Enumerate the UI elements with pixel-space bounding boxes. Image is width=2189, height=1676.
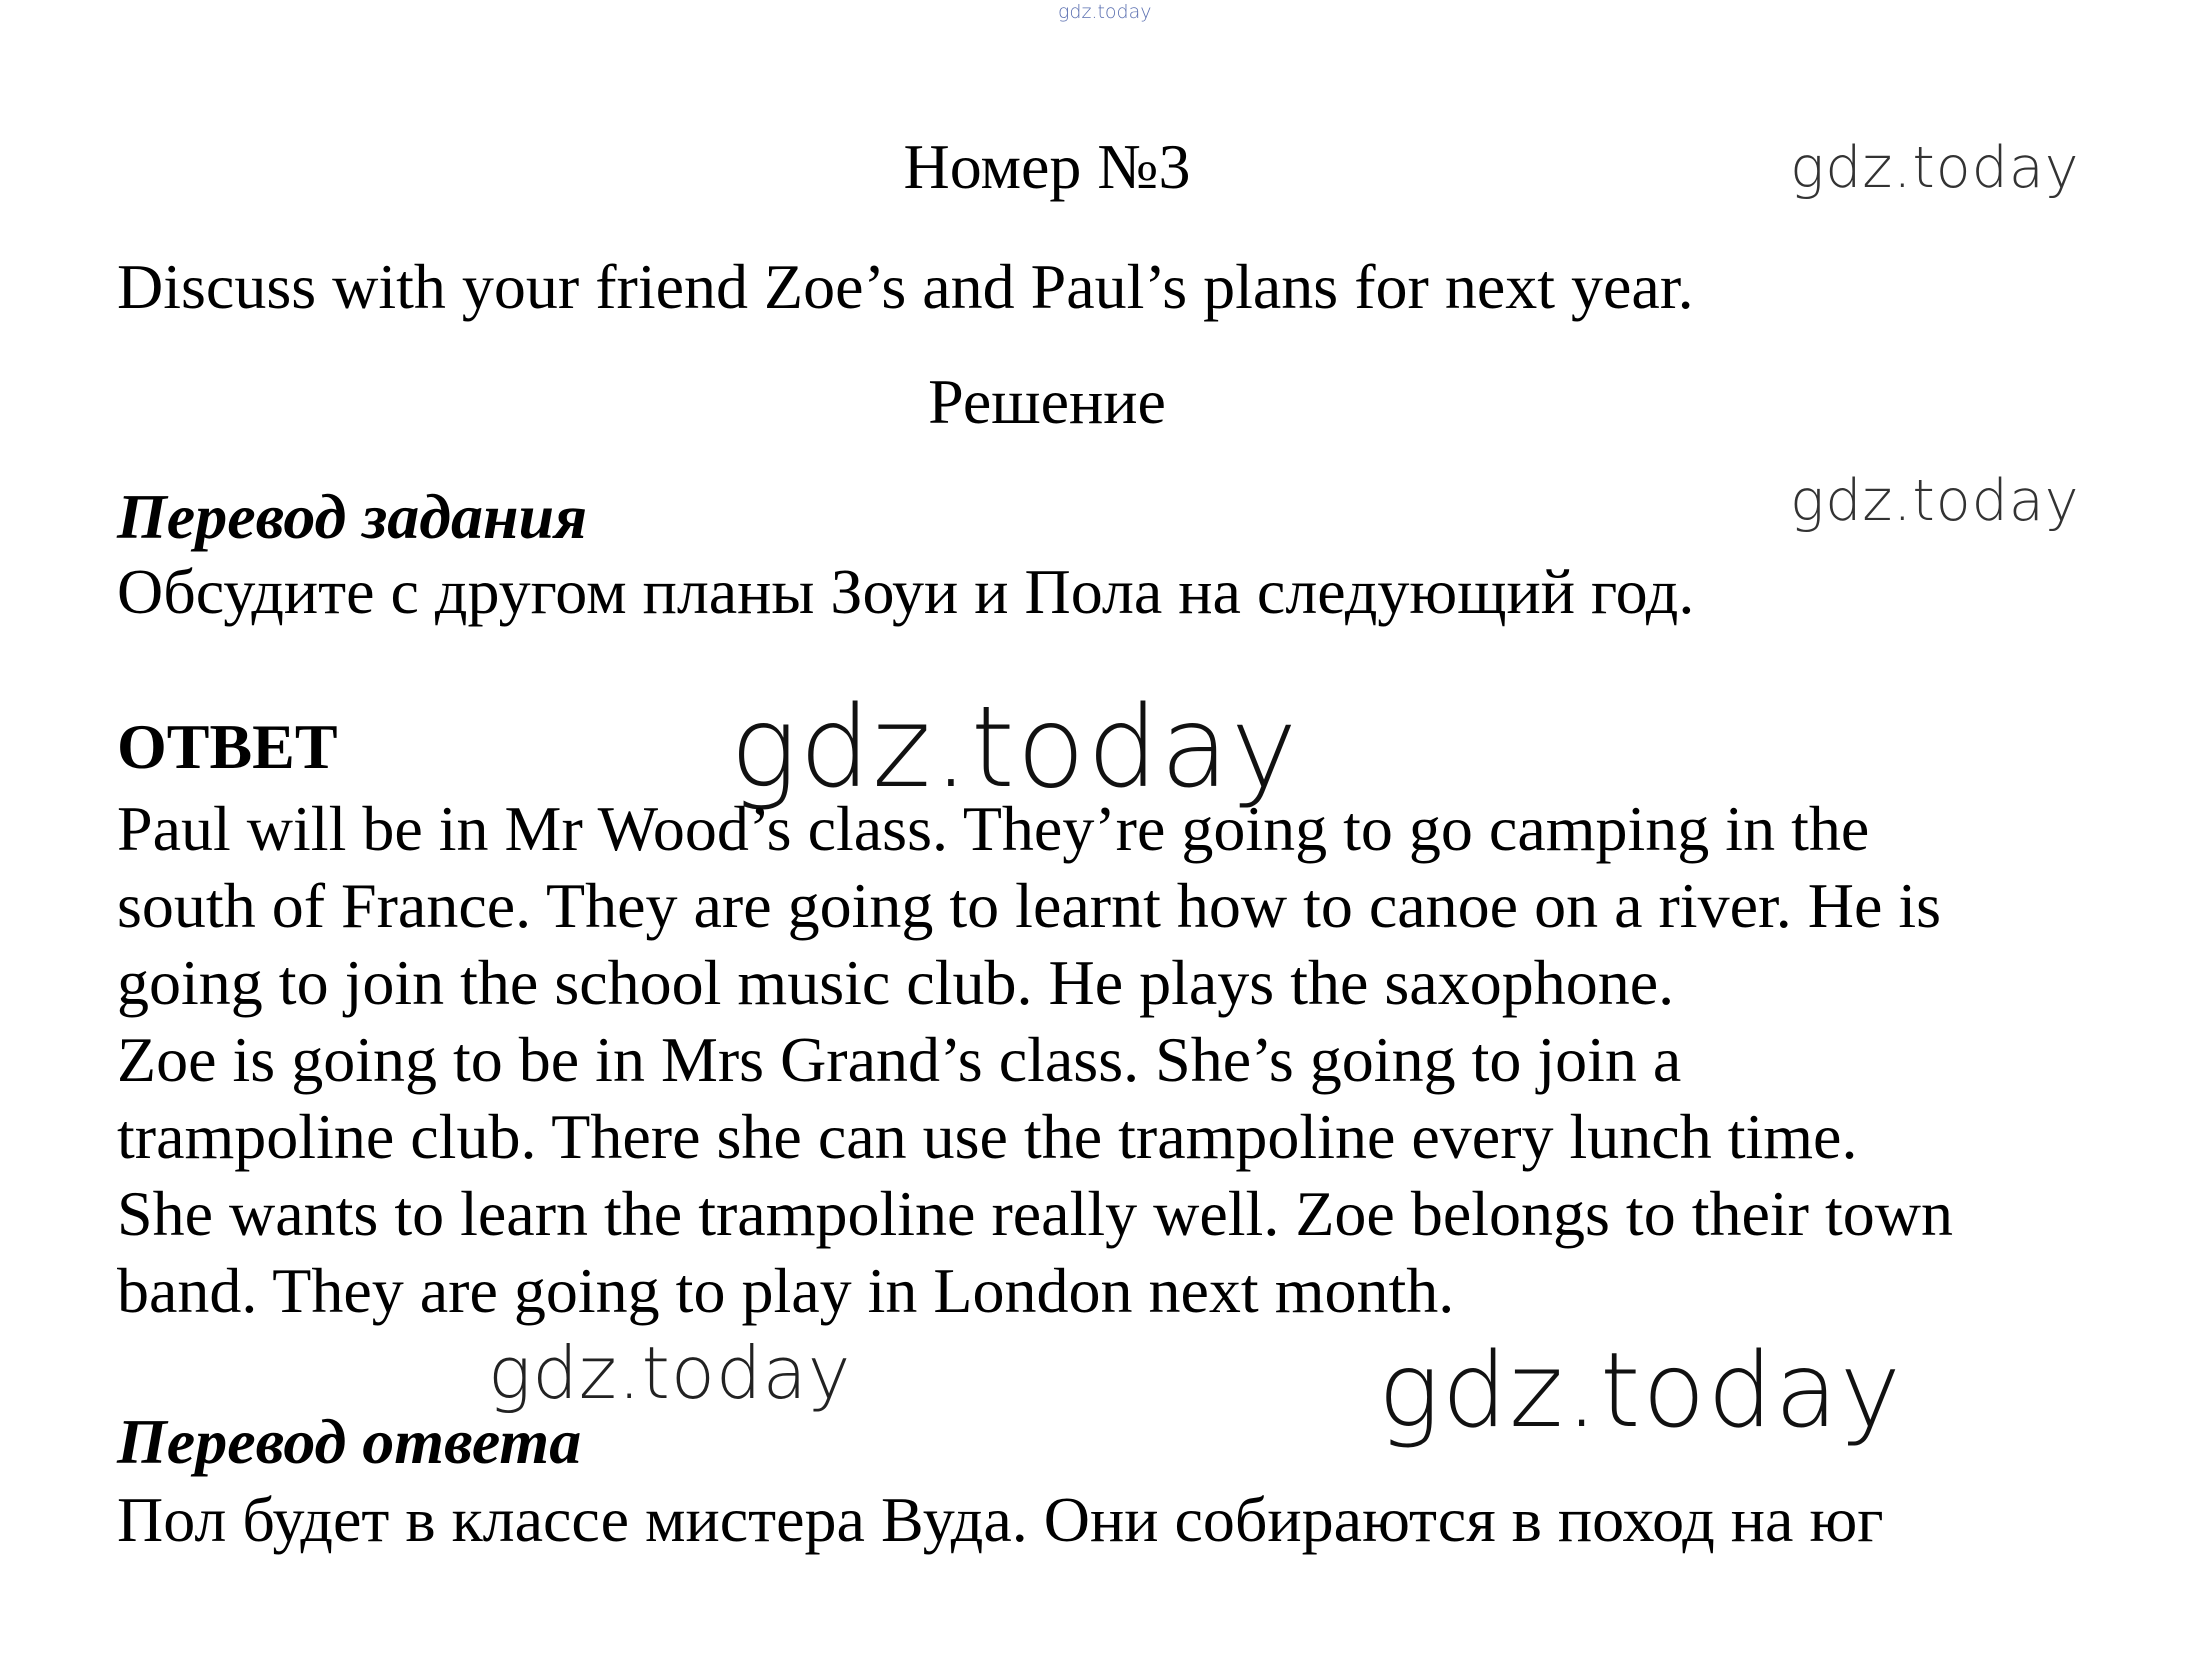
task-translation-text: Обсудите с другом планы Зоуи и Пола на следующий год. [117,556,1695,627]
answer-line: going to join the school music club. He plays the saxophone. [117,947,1675,1018]
watermark: gdz.today [1790,135,2080,201]
answer-line: south of France. They are going to learnt how to canoe on a river. He is [117,870,1942,941]
solution-label: Решение [928,366,1166,437]
watermark: gdz.today [1790,468,2080,534]
answer-text [117,790,1953,1329]
answer-line: Zoe is going to be in Mrs Grand’s class. She’s going to join a [117,1024,1682,1095]
answer-line: Paul will be in Mr Wood’s class. They’re going to go camping in the [117,793,1870,864]
answer-heading: ОТВЕТ [117,711,338,782]
watermark-large: gdz.today [730,683,1300,813]
task-translation-heading: Перевод задания [117,481,588,552]
answer-line: band. They are going to play in London next month. [117,1255,1455,1326]
answer-line: trampoline club. There she can use the trampoline every lunch time. [117,1101,1858,1172]
answer-translation-text: Пол будет в классе мистера Вуда. Они собираются в поход на юг [117,1484,1884,1555]
answer-line: She wants to learn the trampoline really well. Zoe belongs to their town [117,1178,1953,1249]
task-text: Discuss with your friend Zoe’s and Paul’s plans for next year. [117,251,1694,322]
page-title: Номер №3 [903,131,1191,202]
watermark-large: gdz.today [1378,1331,1903,1451]
watermark: gdz.today [488,1331,852,1415]
answer-translation-heading: Перевод ответа [117,1406,582,1477]
watermark-top: gdz.today [1058,1,1152,23]
